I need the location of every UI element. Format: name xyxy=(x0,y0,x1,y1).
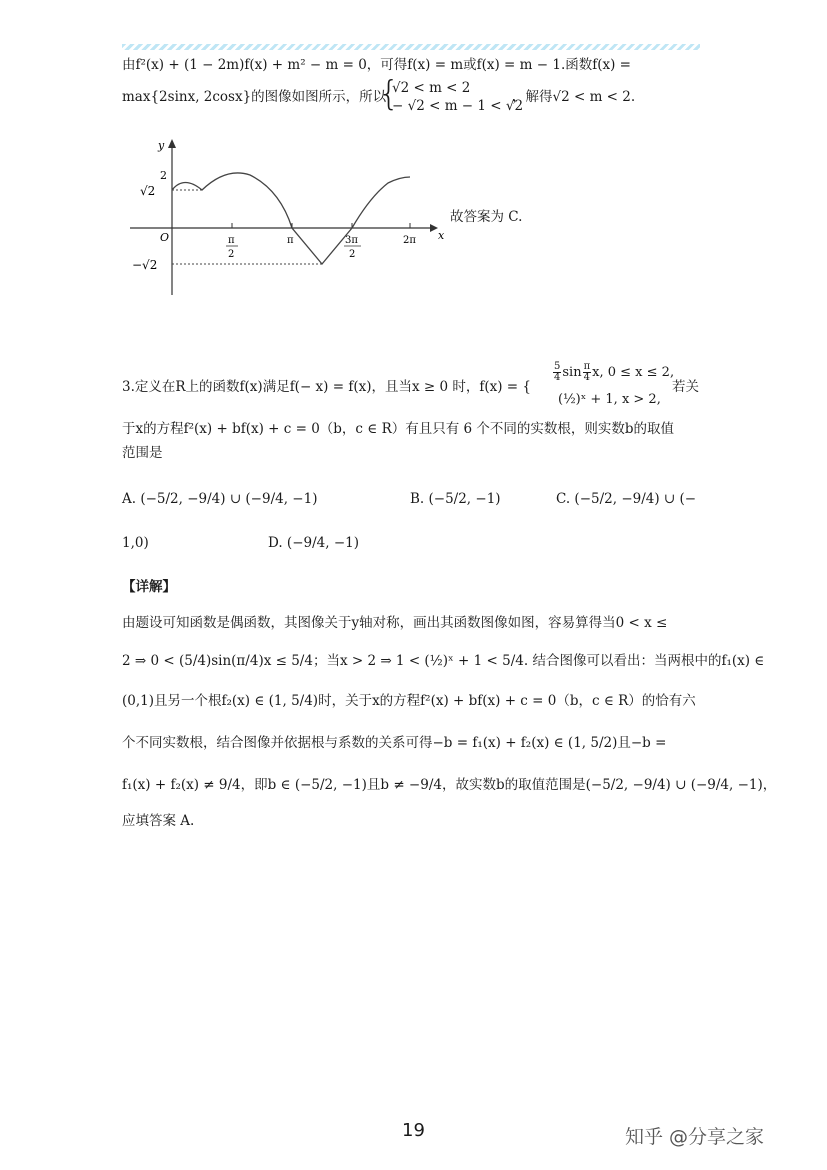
max-function-graph xyxy=(120,135,450,300)
solution-line-2a: max{2sinx, 2cosx}的图像如图所示，所以 xyxy=(122,89,387,105)
x-tick-pi-half-num: π xyxy=(228,235,235,246)
solution-3-line-3: (0,1)且另一个根f₂(x) ∈ (1, 5/4)时，关于x的方程f²(x) + bf(x) + c = 0（b，c ∈ R）的恰有六 xyxy=(122,693,696,709)
x-axis-arrow xyxy=(430,224,438,232)
solution-line-1: 由f²(x) + (1 − 2m)f(x) + m² − m = 0，可得f(x) = m或f(x) = m − 1.函数f(x) = xyxy=(122,57,631,73)
piece1-coef-frac: $\frac{5}{4}$ xyxy=(554,361,561,383)
solution-3-line-2: 2 ⇒ 0 < (5/4)sin(π/4)x ≤ 5/4；当x > 2 ⇒ 1 < (½)ˣ + 1 < 5/4. 结合图像可以看出：当两根中的f₁(x) ∈ xyxy=(122,653,765,669)
system-row-2: − √2 < m − 1 < √2 xyxy=(392,98,524,114)
question-3-line-1-tail: 若关 xyxy=(672,379,699,395)
function-curve xyxy=(172,173,410,264)
header-decor-band xyxy=(122,44,700,50)
option-b: B. (−5/2, −1) xyxy=(410,491,501,507)
piecewise-row-2: (½)ˣ + 1, x > 2, xyxy=(558,392,661,407)
x-tick-2pi-label: 2π xyxy=(403,235,416,246)
left-brace: { xyxy=(378,74,400,114)
x-tick-pi-label: π xyxy=(287,235,294,246)
piecewise-row-1: $\frac{5}{4}$ sin $\frac{\pi}{4}$ x, 0 ≤ x ≤ 2, xyxy=(554,361,675,383)
option-c-continued: 1,0) xyxy=(122,535,149,551)
solution-3-line-1: 由题设可知函数是偶函数，其图像关于y轴对称，画出其函数图像如图，容易算得当0 < x ≤ xyxy=(122,615,668,631)
y-tick-sqrt2-label: √2 xyxy=(140,184,156,198)
solution-3-line-6: 应填答案 A. xyxy=(122,813,195,829)
system-row-1: √2 < m < 2 xyxy=(392,80,471,96)
detail-heading: 【详解】 xyxy=(122,579,176,595)
piece1-pi-frac: $\frac{\pi}{4}$ xyxy=(583,361,591,383)
y-tick-2-label: 2 xyxy=(160,169,167,182)
solution-3-line-5: f₁(x) + f₂(x) ≠ 9/4，即b ∈ (−5/2, −1)且b ≠ −9/4，故实数b的取值范围是(−5/2, −9/4) ∪ (−9/4, −1)， xyxy=(122,777,777,793)
y-axis-arrow xyxy=(168,139,176,148)
solution-line-2b: ，解得√2 < m < 2. xyxy=(512,89,636,105)
solution-3-line-4: 个不同实数根，结合图像并依据根与系数的关系可得−b = f₁(x) + f₂(x) ∈ (1, 5/2)且−b = xyxy=(122,735,667,751)
x-tick-3pi-half-den: 2 xyxy=(349,249,356,260)
question-3-line-1: 3.定义在R上的函数f(x)满足f(− x) = f(x)，且当x ≥ 0 时，f(x) = { xyxy=(122,379,531,395)
option-c: C. (−5/2, −9/4) ∪ (− xyxy=(556,491,697,507)
page-number: 19 xyxy=(402,1120,425,1141)
x-tick-pi-half-den: 2 xyxy=(228,249,235,260)
origin-label: O xyxy=(160,231,170,244)
x-axis-label: x xyxy=(438,229,445,242)
y-axis-label: y xyxy=(158,139,165,152)
option-a: A. (−5/2, −9/4) ∪ (−9/4, −1) xyxy=(122,491,318,507)
question-3-line-3: 范围是 xyxy=(122,445,163,461)
y-tick-neg-sqrt2-label: −√2 xyxy=(132,258,158,272)
question-3-line-2: 于x的方程f²(x) + bf(x) + c = 0（b，c ∈ R）有且只有 6 个不同的实数根，则实数b的取值 xyxy=(122,421,675,437)
x-tick-3pi-half-num: 3π xyxy=(345,235,358,246)
option-d: D. (−9/4, −1) xyxy=(268,535,359,551)
watermark: 知乎 @分享之家 xyxy=(625,1126,765,1148)
answer-c-line: 故答案为 C. xyxy=(450,209,523,225)
